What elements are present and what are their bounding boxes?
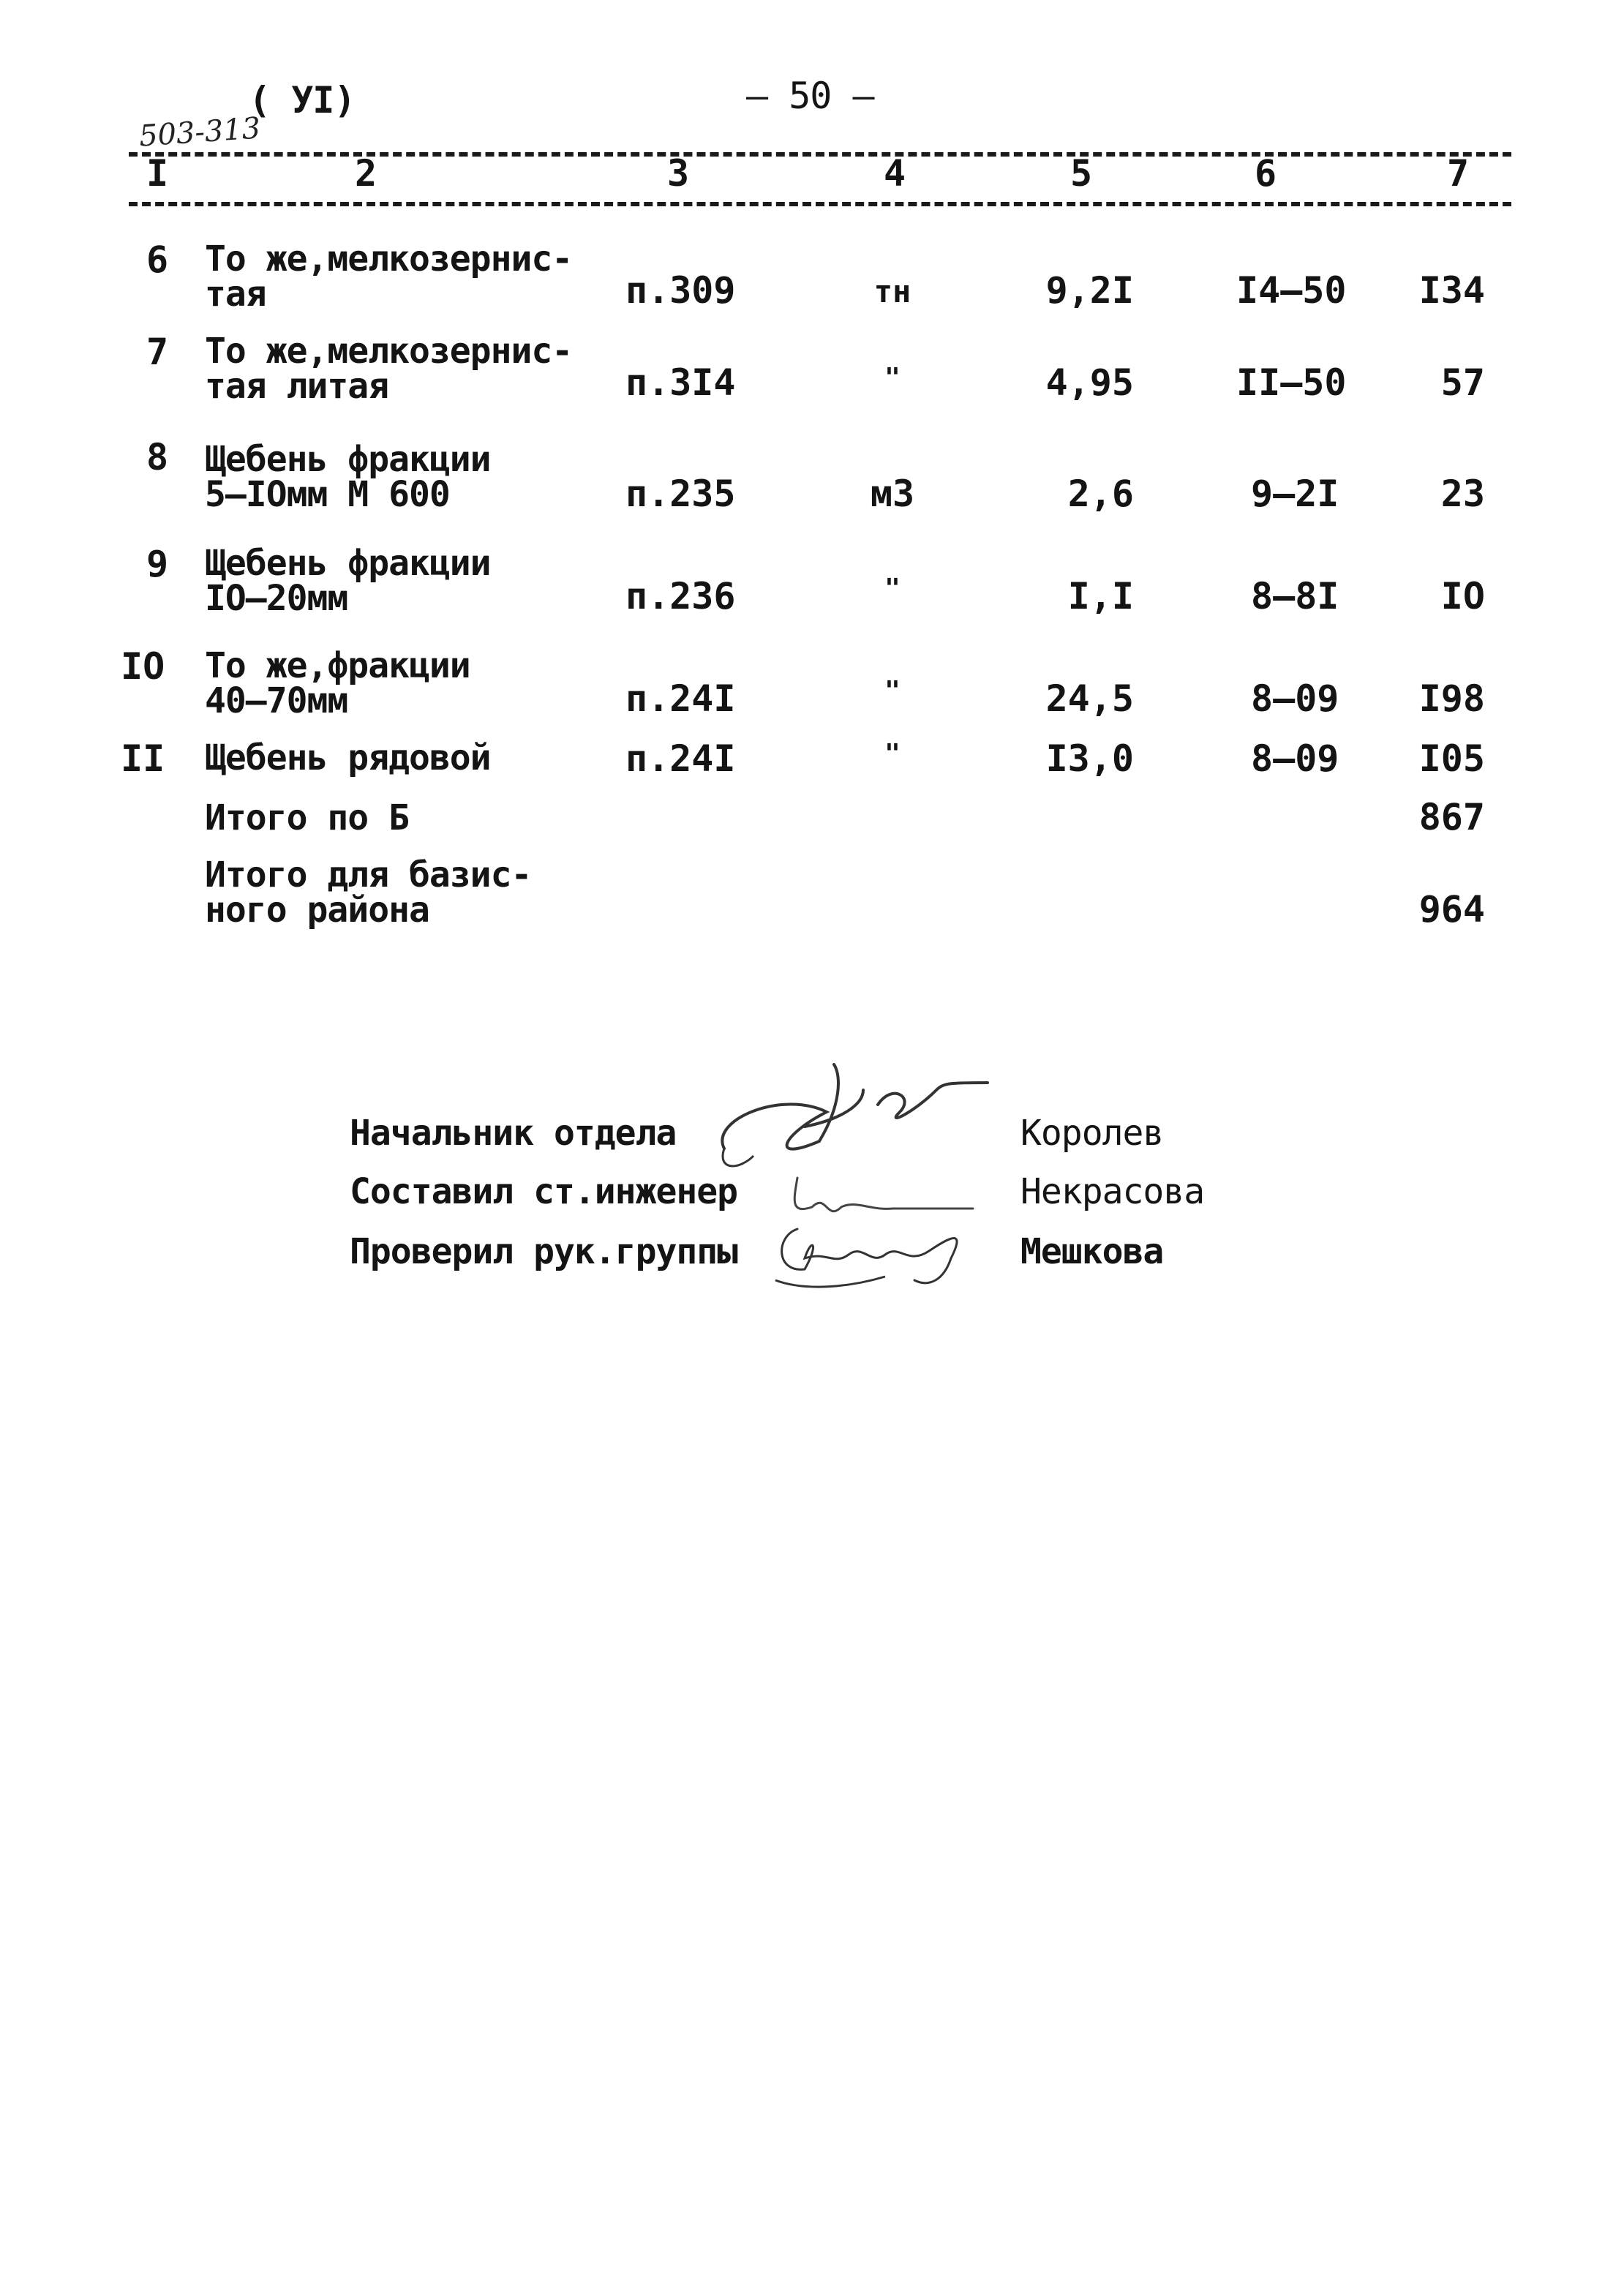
row-unit-price: I4–50 bbox=[1236, 269, 1347, 312]
total-value: 867 bbox=[1418, 796, 1485, 838]
row-total: I34 bbox=[1418, 269, 1485, 312]
row-number: IО bbox=[121, 645, 165, 688]
row-description: То же,фракции 40–70мм bbox=[205, 645, 470, 721]
signature-scribble-3 bbox=[761, 1214, 980, 1295]
row-number: 7 bbox=[146, 331, 169, 373]
row-unit-price: 8–8I bbox=[1251, 575, 1339, 617]
section-mark: ( УI) bbox=[249, 79, 356, 121]
row-quantity: 9,2I bbox=[1045, 269, 1134, 312]
page-number: – 50 – bbox=[746, 75, 874, 117]
row-unit: м3 bbox=[870, 473, 915, 515]
row-unit: " bbox=[884, 363, 901, 393]
signature-role: Составил ст.инженер bbox=[350, 1171, 738, 1212]
row-unit-price: II–50 bbox=[1236, 361, 1347, 404]
row-number: 6 bbox=[146, 238, 169, 281]
signature-scribble-1 bbox=[695, 1061, 1002, 1185]
row-number: 9 bbox=[146, 543, 169, 585]
header-rule-top bbox=[129, 152, 1511, 157]
row-reference: п.24I bbox=[625, 677, 736, 720]
row-unit: " bbox=[884, 676, 901, 706]
row-description: Щебень фракции 5–IОмм М 600 bbox=[205, 439, 491, 515]
total-value: 964 bbox=[1418, 888, 1485, 931]
row-quantity: 4,95 bbox=[1045, 361, 1134, 404]
column-header-2: 2 bbox=[355, 152, 377, 195]
row-total: 57 bbox=[1440, 361, 1485, 404]
row-number: 8 bbox=[146, 436, 169, 478]
row-unit: " bbox=[884, 574, 901, 604]
row-quantity: I,I bbox=[1067, 575, 1134, 617]
row-quantity: 24,5 bbox=[1045, 677, 1134, 720]
row-reference: п.3I4 bbox=[625, 361, 736, 404]
signature-name: Некрасова bbox=[1020, 1171, 1205, 1212]
row-reference: п.309 bbox=[625, 269, 736, 312]
row-total: IО bbox=[1440, 575, 1485, 617]
row-number: II bbox=[121, 737, 165, 780]
row-unit: тн bbox=[873, 274, 911, 309]
row-quantity: I3,0 bbox=[1045, 737, 1134, 780]
row-unit-price: 9–2I bbox=[1251, 473, 1339, 515]
column-header-1: I bbox=[146, 152, 169, 195]
signature-role: Начальник отдела bbox=[350, 1113, 677, 1154]
row-unit-price: 8–09 bbox=[1251, 677, 1339, 720]
handwritten-doc-code: 503-313 bbox=[138, 111, 262, 154]
row-description: То же,мелкозернис- тая литая bbox=[205, 331, 573, 407]
row-reference: п.24I bbox=[625, 737, 736, 780]
row-total: I98 bbox=[1418, 677, 1485, 720]
row-unit-price: 8–09 bbox=[1251, 737, 1339, 780]
total-label: Итого по Б bbox=[205, 797, 409, 838]
row-reference: п.235 bbox=[625, 473, 736, 515]
column-header-6: 6 bbox=[1255, 152, 1277, 195]
row-total: I05 bbox=[1418, 737, 1485, 780]
row-unit: " bbox=[884, 739, 901, 769]
row-reference: п.236 bbox=[625, 575, 736, 617]
column-header-3: 3 bbox=[667, 152, 690, 195]
signature-name: Мешкова bbox=[1020, 1231, 1164, 1272]
row-description: То же,мелкозернис- тая bbox=[205, 238, 573, 315]
signature-role: Проверил рук.группы bbox=[350, 1231, 738, 1272]
column-header-5: 5 bbox=[1070, 152, 1093, 195]
column-header-4: 4 bbox=[884, 152, 906, 195]
header-rule-bottom bbox=[129, 202, 1511, 206]
signature-name: Королев bbox=[1020, 1113, 1164, 1154]
total-label: Итого для базис- ного района bbox=[205, 854, 532, 931]
column-header-7: 7 bbox=[1447, 152, 1470, 195]
row-description: Щебень фракции IО–20мм bbox=[205, 543, 491, 619]
row-quantity: 2,6 bbox=[1067, 473, 1134, 515]
row-total: 23 bbox=[1440, 473, 1485, 515]
row-description: Щебень рядовой bbox=[205, 737, 491, 778]
